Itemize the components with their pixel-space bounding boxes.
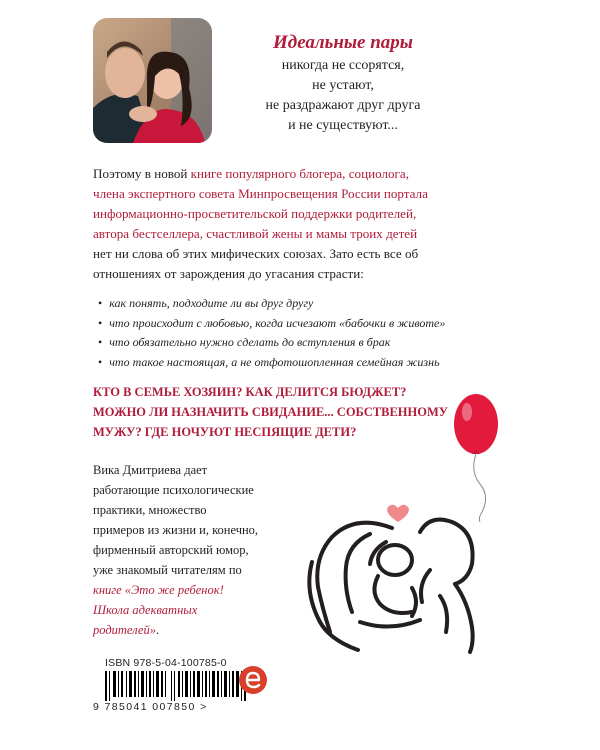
about-line: примеров из жизни и, конечно,: [93, 523, 259, 537]
author-credentials: автора бестселлера, счастливой жены и мамы троих детей: [93, 226, 418, 241]
tagline-line: не раздражают друг друга: [265, 98, 421, 113]
intro-text: Поэтому в новой: [93, 166, 191, 181]
list-item: • что такое настоящая, а не отфотошопленная семейная жизнь: [98, 353, 508, 373]
intro-line: [93, 164, 499, 184]
book-title: родителей»: [93, 623, 156, 637]
author-photo: [93, 18, 212, 143]
intro-line: нет ни слова об этих мифических союзах. Зато есть все об: [93, 246, 419, 261]
headline: Идеальные пары: [273, 32, 413, 53]
book-title: «Это же ребенок!: [124, 583, 224, 597]
family-illustration: [300, 492, 515, 657]
book-reference: [93, 580, 293, 600]
barcode-digits: [93, 701, 208, 713]
list-item: • что происходит с любовью, когда исчезают «бабочки в животе»: [98, 314, 508, 334]
tagline-line: не устают,: [312, 78, 374, 93]
tagline-line: никогда не ссорятся,: [281, 58, 405, 73]
about-line: Вика Дмитриева дает: [93, 463, 208, 477]
question-line: КТО В СЕМЬЕ ХОЗЯИН? КАК ДЕЛИТСЯ БЮДЖЕТ?: [93, 385, 407, 399]
book-title: Школа адекватных: [93, 603, 198, 617]
topics-list: [98, 294, 508, 372]
questions-block: [93, 382, 503, 442]
author-credentials: информационно-просветительской поддержки родителей,: [93, 206, 417, 221]
author-credentials: члена экспертного совета Минпросвещения России портала: [93, 186, 428, 201]
barcode-bars: [105, 671, 255, 701]
barcode-tail: >: [200, 701, 208, 713]
tagline: [218, 56, 468, 136]
barcode-number: 9 785041 007850: [93, 701, 196, 713]
author-credentials: книге популярного блогера, социолога,: [190, 166, 410, 181]
tagline-line: и не существуют...: [288, 118, 398, 133]
book-title: [93, 620, 293, 640]
intro-line: отношениях от зарождения до угасания страсти:: [93, 266, 364, 281]
list-item: • что обязательно нужно сделать до вступления в брак: [98, 333, 508, 353]
question-line: МОЖНО ЛИ НАЗНАЧИТЬ СВИДАНИЕ... СОБСТВЕННОМУ: [93, 405, 448, 419]
about-paragraph: [93, 460, 293, 640]
publisher-logo-icon: [238, 665, 268, 695]
intro-paragraph: [93, 164, 499, 284]
about-line: уже знакомый читателям по: [93, 563, 242, 577]
heart-icon: [387, 505, 409, 522]
about-line: фирменный авторский юмор,: [93, 543, 249, 557]
isbn-label: ISBN 978-5-04-100785-0: [105, 657, 227, 669]
book-prefix: книге: [93, 583, 125, 597]
period: .: [155, 623, 160, 637]
question-line: МУЖУ? ГДЕ НОЧУЮТ НЕСПЯЩИЕ ДЕТИ?: [93, 425, 357, 439]
about-line: работающие психологические: [93, 483, 254, 497]
about-line: практики, множество: [93, 503, 207, 517]
list-item: • как понять, подходите ли вы друг другу: [98, 294, 508, 314]
